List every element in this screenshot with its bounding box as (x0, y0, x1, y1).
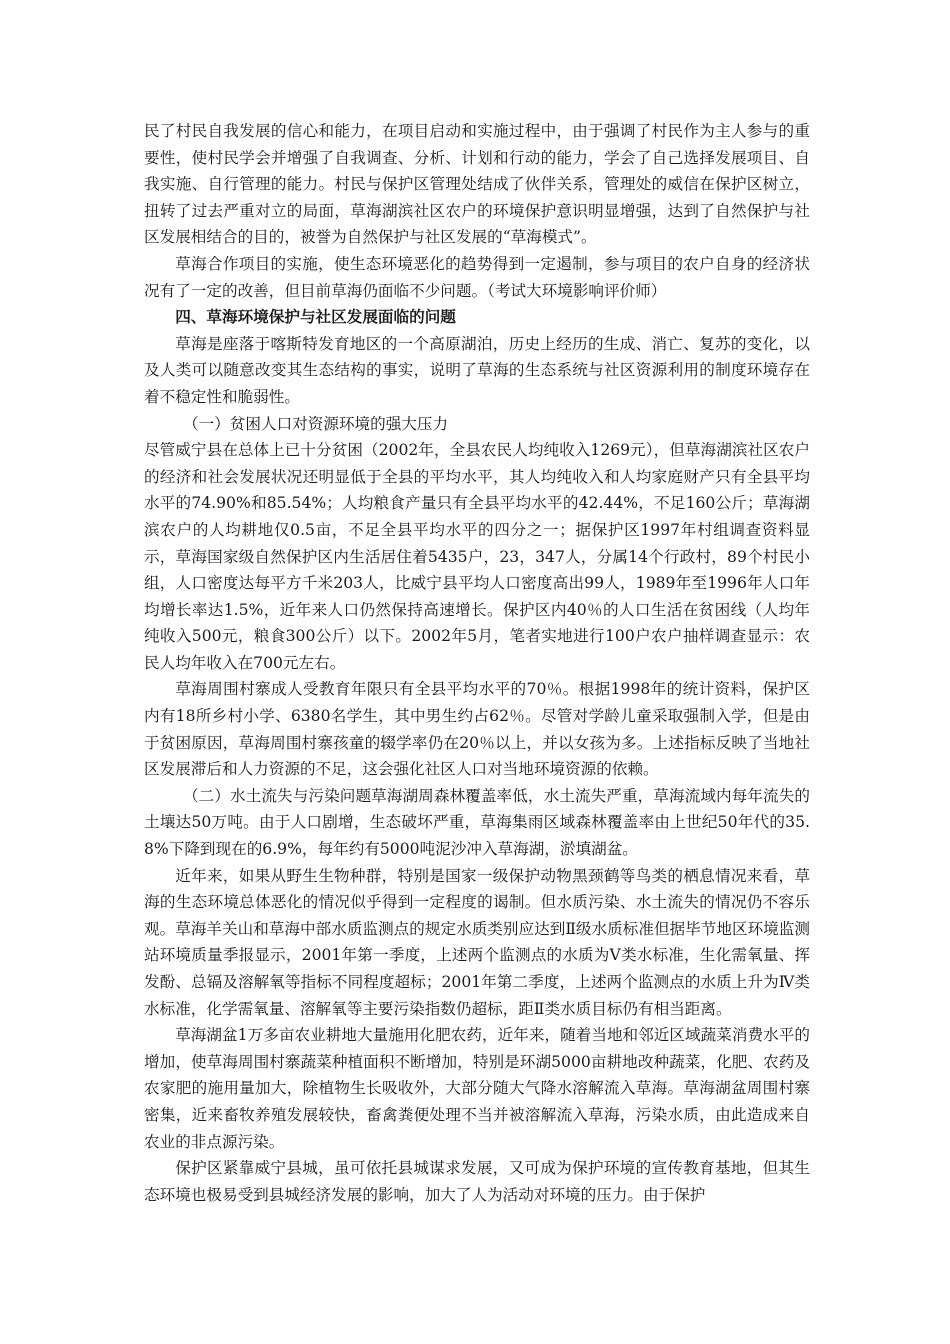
subsection-heading: （一）贫困人口对资源环境的强大压力 (183, 414, 449, 433)
document-page (144, 118, 810, 1208)
paragraph: （二）水土流失与污染问题草海湖周森林覆盖率低，水土流失严重，草海流域内每年流失的土壤达50万吨。由于人口剧增，生态破坏严重，草海集雨区域森林覆盖率由上世纪50年代的35.8%下降到现在的6.9%，每年约有5000吨泥沙冲入草海湖，淤填湖盆。 (144, 786, 810, 859)
paragraph: 近年来，如果从野生生物种群，特别是国家一级保护动物黑颈鹤等鸟类的栖息情况来看，草海的生态环境总体恶化的情况似乎得到一定程度的谒制。但水质污染、水土流失的情况仍不容乐观。草海羊关山和草海中部水质监测点的规定水质类别应达到Ⅱ级水质标准但据毕节地区环境监测站环境质量季报显示，2001年第一季度，上述两个监测点的水质为Ⅴ类水标准，生化需氧量、挥发酚、总镉及溶解氧等指标不同程度超标；2001年第二季度，上述两个监测点的水质上升为Ⅳ类水标准，化学需氧量、溶解氧等主要污染指数仍超标，距Ⅱ类水质目标仍有相当距离。 (144, 866, 810, 1018)
paragraph: 保护区紧靠威宁县城，虽可依托县城谋求发展，又可成为保护环境的宣传教育基地，但其生态环境也极易受到县城经济发展的影响，加大了人为活动对环境的压力。由于保护 (144, 1159, 810, 1204)
paragraph-continuation: 民了村民自我发展的信心和能力，在项目启动和实施过程中，由于强调了村民作为主人参与的重要性，使村民学会并增强了自我调查、分析、计划和行动的能力，学会了自己选择发展项目、自我实施、自行管理的能力。村民与保护区管理处结成了伙伴关系，管理处的威信在保护区树立，扭转了过去严重对立的局面，草海湖滨社区农户的环境保护意识明显增强，达到了自然保护与社区发展相结合的目的，被誉为自然保护与社区发展的“草海模式”。 (144, 122, 810, 247)
paragraph: 草海湖盆1万多亩农业耕地大量施用化肥农药，近年来，随着当地和邻近区域蔬菜消费水平的增加，使草海周围村寨蔬菜种植面积不断增加，特别是环湖5000亩耕地改种蔬菜，化肥、农药及农家肥的施用量加大，除植物生长吸收外，大部分随大气降水溶解流入草海。草海湖盆周围村寨密集，近来畜牧养殖发展较快，畜禽粪便处理不当并被溶解流入草海，污染水质，由此造成来自农业的非点源污染。 (144, 1026, 810, 1151)
section-heading: 四、草海环境保护与社区发展面临的问题 (175, 307, 456, 327)
paragraph: 尽管威宁县在总体上已十分贫困（2002年，全县农民人均纯收入1269元），但草海湖滨社区农户的经济和社会发展状况还明显低于全县的平均水平，其人均纯收入和人均家庭财产只有全县平均水平的74.90%和85.54%；人均粮食产量只有全县平均水平的42.44%，不足160公斤；草海湖滨农户的人均耕地仅0.5亩，不足全县平均水平的四分之一；据保护区1997年村组调查资料显示，草海国家级自然保护区内生活居住着5435户，23，347人，分属14个行政村，89个村民小组，人口密度达每平方千米203人，比威宁县平均人口密度高出99人，1989年至1996年人口年均增长率达1.5%，近年来人口仍然保持高速增长。保护区内40％的人口生活在贫困线（人均年纯收入500元，粮食300公斤）以下。2002年5月，笔者实地进行100户农户抽样调查显示：农民人均年收入在700元左右。 (144, 441, 810, 672)
paragraph: 草海是座落于喀斯特发育地区的一个高原湖泊，历史上经历的生成、消亡、复苏的变化，以及人类可以随意改变其生态结构的事实，说明了草海的生态系统与社区资源利用的制度环境存在着不稳定性和脆弱性。 (144, 334, 810, 406)
paragraph: 草海周围村寨成人受教育年限只有全县平均水平的70％。根据1998年的统计资料，保护区内有18所乡村小学、6380名学生，其中男生约占62％。尽管对学龄儿童采取强制入学，但是由于贫困原因，草海周围村寨孩童的辍学率仍在20％以上，并以女孩为多。上述指标反映了当地社区发展滞后和人力资源的不足，这会强化社区人口对当地环境资源的依赖。 (144, 680, 810, 779)
paragraph: 草海合作项目的实施，使生态环境恶化的趋势得到一定遏制，参与项目的农户自身的经济状况有了一定的改善，但目前草海仍面临不少问题。（考试大环境影响评价师） (144, 254, 810, 300)
